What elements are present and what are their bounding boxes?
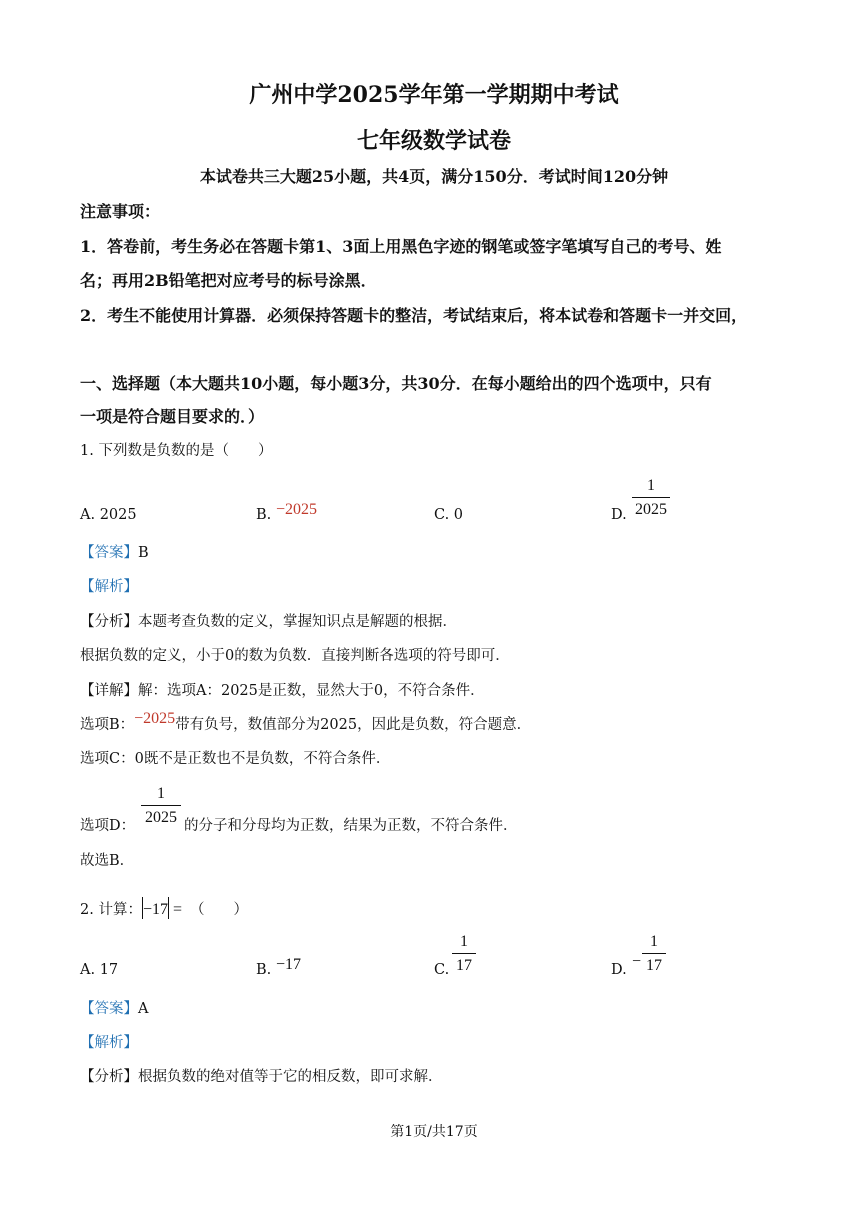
exam-info: 本试卷共三大题25小题，共4页，满分150分．考试时间120分钟 (199, 167, 669, 186)
q1-option-d-fraction (632, 476, 670, 520)
q1-optb-suffix: 带有负号，数值部分为2025，因此是负数，符合题意． (175, 717, 532, 733)
q2-option-d-fraction (642, 932, 666, 976)
q2-option-c-label: C. (434, 962, 450, 978)
q1-optd-fraction (141, 784, 181, 828)
q1-stem: 1. 下列数是负数的是（ ） (80, 443, 273, 459)
exam-subtitle: 七年级数学试卷 (356, 128, 511, 154)
fraction-bar (632, 497, 670, 498)
q1-option-a: A. 2025 (80, 507, 137, 523)
fraction-bar (141, 805, 181, 806)
q1-option-d-numerator: 1 (647, 477, 655, 494)
q1-answer-value: B (138, 545, 149, 561)
q1-option-c: C. 0 (434, 507, 464, 523)
q2-answer (80, 997, 148, 1018)
notice-heading: 注意事项： (80, 202, 161, 221)
q1-rule-text: 根据负数的定义，小于0的数为负数．直接判断各选项的符号即可． (80, 648, 510, 664)
q1-optd-numerator: 1 (157, 785, 165, 802)
exam-title: 广州中学2025学年第一学期期中考试 (249, 82, 619, 108)
q2-option-c-numerator: 1 (460, 933, 468, 950)
q1-fenxi-text: 本题考查负数的定义，掌握知识点是解题的根据． (138, 614, 457, 630)
q2-answer-value: A (138, 1001, 149, 1017)
q1-analysis-tag: 【解析】 (80, 579, 138, 595)
notice-item-1-line-1: 1．答卷前，考生务必在答题卡第1、3面上用黑色字迹的钢笔或签字笔填写自己的考号、姓 (80, 237, 722, 256)
q1-option-d-label: D. (611, 507, 627, 523)
q2-option-d-sign: − (632, 953, 642, 970)
q1-conclusion: 故选B． (80, 853, 135, 869)
q2-analysis-tag: 【解析】 (80, 1035, 138, 1051)
q2-stem-eq: = (168, 901, 183, 918)
q2-option-a: A. 17 (80, 962, 119, 978)
q1-optb-prefix: 选项B： (80, 717, 135, 733)
q1-answer (80, 541, 149, 562)
detail-tag: 【详解】 (80, 683, 138, 699)
notice-item-2: 2．考生不能使用计算器．必须保持答题卡的整洁，考试结束后，将本试卷和答题卡一并交回， (80, 306, 748, 325)
fraction-bar (642, 953, 666, 954)
q1-option-b-value: −2025 (276, 501, 318, 518)
q1-option-b-explanation (80, 710, 532, 734)
q2-fenxi (80, 1065, 443, 1086)
notice-item-1-line-2: 名；再用2B铅笔把对应考号的标号涂黑． (80, 271, 377, 290)
q2-stem-expr: −17 (142, 901, 168, 918)
section-1-heading-line-2: 一项是符合题目要求的．） (80, 407, 265, 426)
fenxi-tag: 【分析】 (80, 614, 138, 630)
q2-option-c-denominator: 17 (456, 957, 472, 974)
q1-optd-denominator: 2025 (145, 809, 177, 826)
q1-optb-value: −2025 (134, 710, 176, 727)
q2-option-d-label: D. (611, 962, 627, 978)
q2-stem (80, 897, 248, 919)
page-number: 第1页/共17页 (390, 1124, 478, 1140)
q2-fenxi-text: 根据负数的绝对值等于它的相反数，即可求解． (138, 1069, 443, 1085)
q2-stem-paren: （ ） (190, 902, 249, 918)
q1-fenxi (80, 610, 457, 631)
q2-option-d-numerator: 1 (650, 933, 658, 950)
q2-stem-prefix: 2. 计算： (80, 902, 142, 918)
answer-tag: 【答案】 (80, 1001, 138, 1017)
answer-tag: 【答案】 (80, 545, 138, 561)
q1-option-d-denominator: 2025 (635, 501, 667, 518)
q1-detail-text: 解：选项A：2025是正数，显然大于0，不符合条件． (138, 683, 485, 699)
q1-optd-suffix: 的分子和分母均为正数，结果为正数，不符合条件． (184, 818, 518, 834)
q2-option-b-value: −17 (276, 956, 302, 973)
q2-option-d-denominator: 17 (646, 957, 662, 974)
q1-optd-prefix: 选项D： (80, 818, 136, 834)
q2-option-c-fraction (452, 932, 476, 976)
fraction-bar (452, 953, 476, 954)
q2-option-b-label: B. (256, 962, 272, 978)
fenxi-tag: 【分析】 (80, 1069, 138, 1085)
q1-option-b-label: B. (256, 507, 272, 523)
section-1-heading-line-1: 一、选择题（本大题共10小题，每小题3分，共30分．在每小题给出的四个选项中，只有 (80, 374, 712, 393)
q1-option-c-explanation: 选项C：0既不是正数也不是负数，不符合条件． (80, 751, 391, 767)
q1-detail (80, 679, 485, 700)
